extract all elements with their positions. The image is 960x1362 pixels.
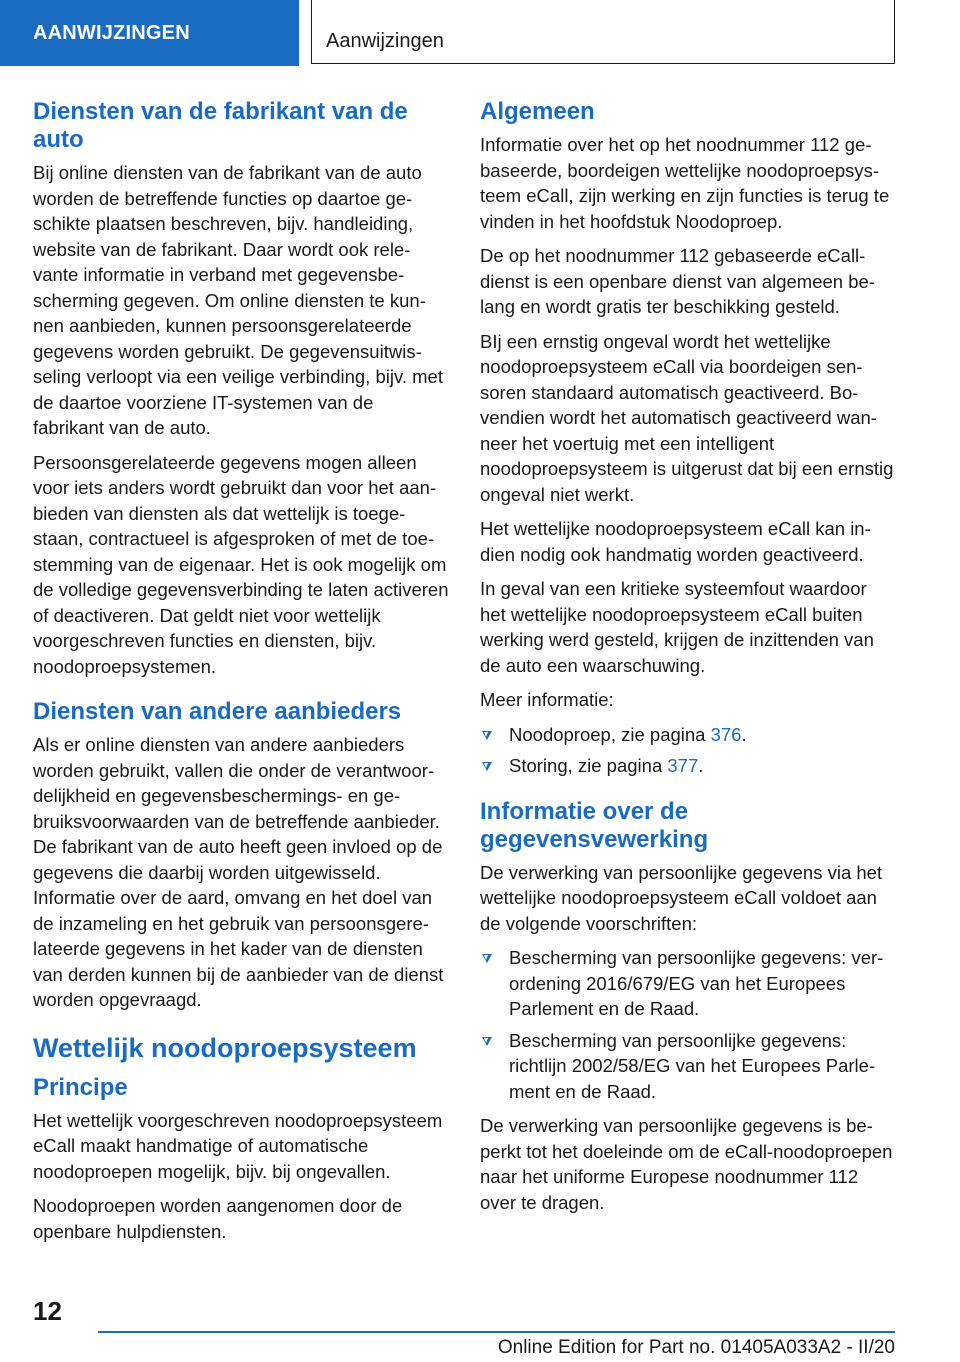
page-link-377[interactable]: 377 (667, 755, 699, 776)
paragraph: Als er online diensten van andere aanbieders worden gebruikt, vallen die onder de verantwoordelijkheid en gegevensbeschermings- en gebruiksvoorwaarden van de betreffende aanbieder. De fabrikant van de auto heeft geen invloed op de gegevens die daarbij worden uitgewisseld. Informatie over de aard, omvang en het doel van de inzameling en het gebruik van persoonsgerelateerde gegevens in het kader van de diensten van derden kunnen bij de aanbieder van de dienst worden opgevraagd. (33, 734, 444, 1010)
paragraph: In geval van een kritieke systeemfout waardoor het wettelijke noodoproepsysteem eCall buiten werking werd gesteld, krijgen de inzittenden van de auto een waarschuwing. (480, 578, 874, 676)
footer-edition: Online Edition for Part no. 01405A033A2 - II/20 (497, 1337, 895, 1358)
heading-general: Algemeen (480, 98, 595, 125)
heading-data-processing: Informatie over de gegevensvewerking (480, 797, 709, 853)
triangle-bullet-icon (482, 1037, 492, 1046)
triangle-bullet-icon (482, 762, 492, 771)
left-column (33, 98, 449, 1253)
paragraph: De op het noodnummer 112 gebaseerde eCall-dienst is een openbare dienst van algemeen belang en wordt gratis ter beschikking gesteld. (480, 245, 875, 317)
paragraph: De verwerking van persoonlijke gegevens via het wettelijke noodoproepsysteem eCall voldoet aan de volgende voorschriften: (480, 861, 883, 934)
heading-principle: Principe (33, 1073, 128, 1101)
section-tab[interactable]: AANWIJZINGEN (0, 0, 299, 66)
paragraph: Meer informatie: (480, 689, 614, 710)
heading-manufacturer-services: Diensten van de fabrikant van de auto (33, 98, 408, 153)
paragraph: De verwerking van persoonlijke gegevens is beperkt tot het doeleinde om de eCall-noodoproepen naar het uniforme Europese noodnummer 112 over te dragen. (480, 1115, 893, 1213)
footer-divider (98, 1331, 895, 1333)
heading-third-party-services: Diensten van andere aanbieders (33, 698, 402, 725)
paragraph: Bij online diensten van de fabrikant van de auto worden de betreffende functies op daartoe geschikte plaatsen beschreven, bijv. handleiding, website van de fabrikant. Daar wordt ook relevante informatie in verband met gegevensbescherming gegeven. Om online diensten te kunnen aanbieden, kunnen persoonsgerelateerde gegevens worden gebruikt. De gegevensuitwisseling verloopt via een veilige verbinding, bijv. met de daartoe voorziene IT-systemen van de fabrikant van de auto. (33, 162, 443, 438)
list-item: Storing, zie pagina 377. (480, 753, 896, 779)
triangle-bullet-icon (482, 731, 492, 740)
paragraph: Het wettelijk voorgeschreven noodoproepsysteem eCall maakt handmatige of automatische noodoproepen mogelijk, bijv. bij ongevallen. (33, 1109, 443, 1182)
paragraph: Noodoproepen worden aangenomen door de openbare hulpdiensten. (33, 1195, 403, 1242)
regulations-list (480, 945, 896, 1104)
paragraph: Informatie over het op het noodnummer 112 gebaseerde, boordeigen wettelijke noodoproepsysteem eCall, zijn werking en zijn functies is terug te vinden in het hoofdstuk Noodoproep. (480, 134, 890, 232)
right-column (480, 98, 896, 1224)
page-link-376[interactable]: 376 (710, 723, 742, 745)
triangle-bullet-icon (482, 954, 492, 963)
list-item: Bescherming van persoonlijke gegevens: richtlijn 2002/58/EG van het Europees Parlement en de Raad. (480, 1028, 896, 1105)
heading-emergency-call-system: Wettelijk noodoproepsysteem (33, 1032, 417, 1063)
paragraph: Het wettelijke noodoproepsysteem eCall kan indien nodig ook handmatig worden geactiveerd. (480, 518, 871, 565)
more-info-list (480, 722, 896, 779)
page-number: 12 (33, 1296, 62, 1326)
list-item: Noodoproep, zie pagina 376. (480, 722, 896, 748)
page-header (0, 0, 960, 66)
paragraph: Persoonsgerelateerde gegevens mogen alleen voor iets anders wordt gebruikt dan voor het aanbieden van diensten als dat wettelijk is toegestaan, contractueel is afgesproken of met de toestemming van de eigenaar. Het is ook mogelijk om de volledige gegevensverbinding te laten activeren of deactiveren. Dat geldt niet voor wettelijk voorgeschreven functies en diensten, bijv. noodoproepsystemen. (33, 451, 449, 677)
paragraph: BIj een ernstig ongeval wordt het wettelijke noodoproepsysteem eCall via boordeigen sensoren standaard automatisch geactiveerd. Bovendien wordt het automatisch geactiveerd wanneer het voertuig met een intelligent noodoproepsysteem is uitgerust dat bij een ernstig ongeval niet werkt. (480, 330, 894, 505)
header-title: Aanwijzingen (311, 0, 895, 64)
list-item: Bescherming van persoonlijke gegevens: verordening 2016/679/EG van het Europees Parlement en de Raad. (480, 945, 896, 1022)
